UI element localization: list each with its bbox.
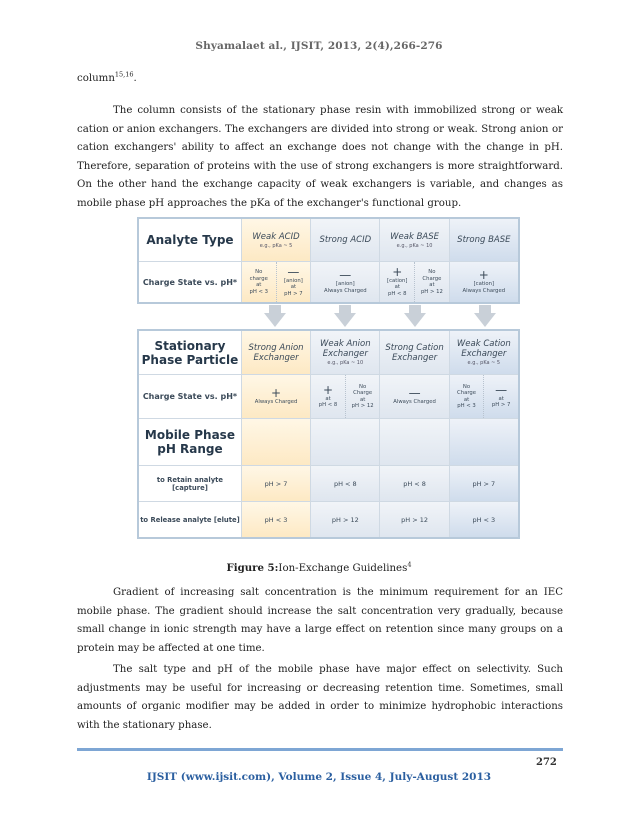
down-arrow-icon bbox=[334, 313, 356, 327]
retain-ph-cell: pH > 7 bbox=[449, 466, 518, 501]
paragraph-column: The column consists of the stationary phase resin with immobilized strong or weak cation or anion exchangers. The exchangers are divided into strong or weak. Strong anion or cation exchangers' ability to affect an exchange does not change with the change in pH. Therefore, separation of proteins with the use of strong exchangers is more straightforward. On the other hand the exchange capacity of weak exchangers is variable, and changes as mobile phase pH approaches the pKa of the exchanger's functional group. bbox=[77, 105, 563, 209]
running-header: Shyamalaet al., IJSIT, 2013, 2(4),266-276 bbox=[195, 40, 443, 52]
stationary-heading: Stationary Phase Particle bbox=[141, 338, 239, 367]
strong-base-charge: + [cation] Always Charged bbox=[449, 262, 518, 302]
strong-anion-charge: + Always Charged bbox=[241, 375, 310, 418]
release-ph-cell: pH > 12 bbox=[379, 502, 448, 537]
paragraph-end: . bbox=[133, 73, 137, 84]
weak-cation-header: Weak Cation Exchanger e.g., pKa ~ 5 bbox=[449, 331, 518, 374]
down-arrow-icon bbox=[474, 313, 496, 327]
down-arrow-icon bbox=[264, 313, 286, 327]
paragraph-salt-type: The salt type and pH of the mobile phase have major effect on selectivity. Such adjustments may be useful for increasing or decreasing retention time. Sometimes, small amounts of organic modifier may be added in order to minimize hydrophobic interactions with the stationary phase. bbox=[77, 664, 563, 731]
retain-label: to Retain analyte [capture] bbox=[156, 475, 224, 492]
stationary-charge-label: Charge State vs. pH* bbox=[142, 392, 238, 401]
weak-acid-charge: No charge at pH < 3 — [anion] at pH > 7 bbox=[241, 262, 310, 302]
down-arrow-icon bbox=[404, 313, 426, 327]
release-ph-cell: pH < 3 bbox=[241, 502, 310, 537]
analyte-table bbox=[137, 217, 520, 304]
weak-base-charge: + [cation] at pH < 8 No Charge at pH > 12 bbox=[379, 262, 448, 302]
strong-acid-header: Strong ACID bbox=[310, 219, 379, 261]
journal-footer: IJSIT (www.ijsit.com), Volume 2, Issue 4, July-August 2013 bbox=[146, 771, 492, 783]
paragraph-gradient: Gradient of increasing salt concentration is the minimum requirement for an IEC mobile phase. The gradient should increase the salt concentration very gradually, because small change in ionic strength may have a large effect on retention since many groups on a protein may be affected at one time. bbox=[77, 587, 563, 654]
release-label: to Release analyte [elute] bbox=[140, 515, 240, 524]
retain-ph-cell: pH < 8 bbox=[379, 466, 448, 501]
paragraph-continuation bbox=[77, 70, 563, 89]
release-ph-cell: pH < 3 bbox=[449, 502, 518, 537]
release-ph-cell: pH > 12 bbox=[310, 502, 379, 537]
strong-cation-charge: — Always Charged bbox=[379, 375, 448, 418]
ion-exchange-figure bbox=[137, 217, 520, 539]
footer-divider bbox=[77, 748, 563, 751]
strong-anion-header: Strong Anion Exchanger bbox=[241, 331, 310, 374]
caption-label: Figure 5: bbox=[226, 562, 279, 574]
weak-base-header: Weak BASE e.g., pKa ~ 10 bbox=[379, 219, 448, 261]
weak-anion-header: Weak Anion Exchanger e.g., pKa ~ 10 bbox=[310, 331, 379, 374]
strong-base-header: Strong BASE bbox=[449, 219, 518, 261]
mobile-spacer bbox=[241, 419, 310, 465]
analyte-charge-label: Charge State vs. pH* bbox=[142, 277, 238, 287]
caption-text: Ion-Exchange Guidelines bbox=[278, 563, 408, 574]
caption-citation: 4 bbox=[407, 560, 412, 569]
weak-acid-header: Weak ACID e.g., pKa ~ 5 bbox=[241, 219, 310, 261]
figure-caption bbox=[0, 562, 638, 574]
analyte-type-heading: Analyte Type bbox=[146, 233, 234, 247]
mobile-phase-heading: Mobile Phase pH Range bbox=[144, 428, 235, 456]
strong-acid-charge: — [anion] Always Charged bbox=[310, 262, 379, 302]
mobile-spacer bbox=[449, 419, 518, 465]
mobile-spacer bbox=[310, 419, 379, 465]
weak-cation-charge: No Charge at pH < 3 — at pH > 7 bbox=[449, 375, 518, 418]
mobile-spacer bbox=[379, 419, 448, 465]
stationary-mobile-table bbox=[137, 329, 520, 539]
retain-ph-cell: pH > 7 bbox=[241, 466, 310, 501]
weak-anion-charge: + at pH < 8 No Charge at pH > 12 bbox=[310, 375, 379, 418]
page-number: 272 bbox=[536, 757, 557, 768]
citation-superscript: 15,16 bbox=[114, 70, 134, 79]
retain-ph-cell: pH < 8 bbox=[310, 466, 379, 501]
strong-cation-header: Strong Cation Exchanger bbox=[379, 331, 448, 374]
paragraph-text: column bbox=[77, 73, 115, 84]
